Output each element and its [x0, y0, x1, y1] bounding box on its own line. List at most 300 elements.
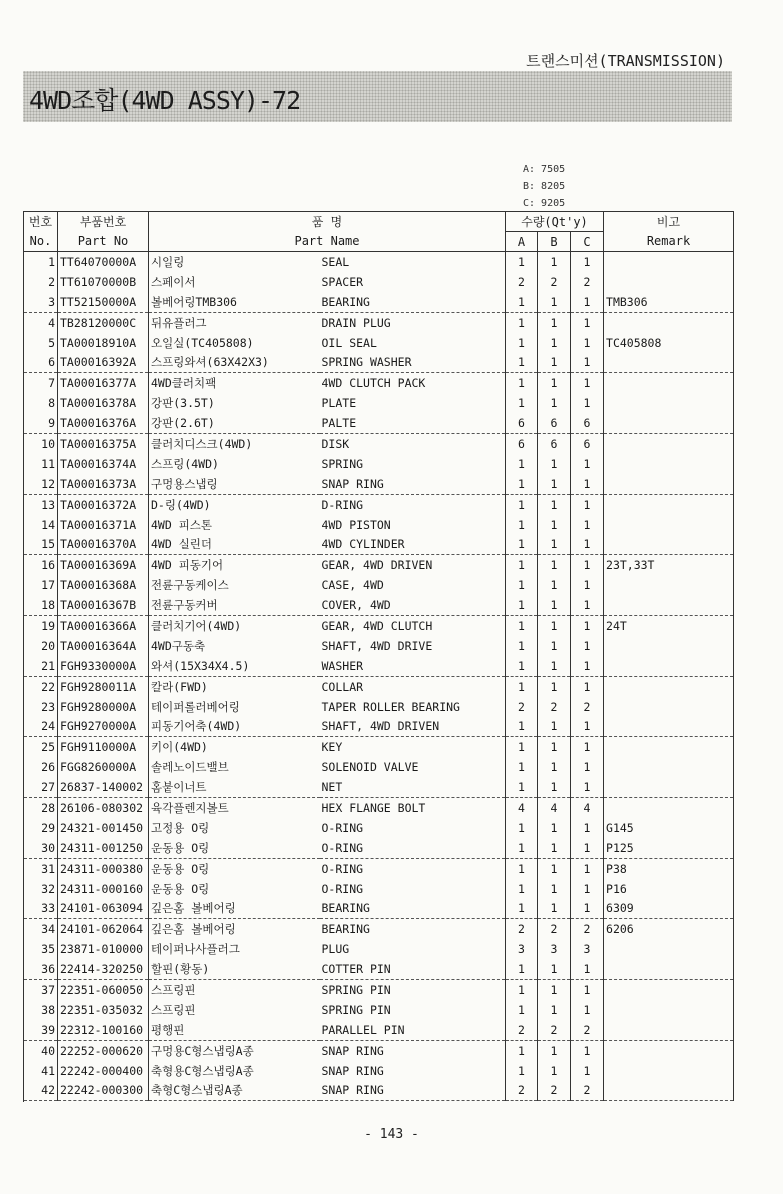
qty-a: 1: [506, 656, 538, 676]
qty-c: 1: [571, 818, 604, 838]
part-name-korean: 4WD구동축: [149, 636, 320, 656]
part-number: 24101-063094: [58, 899, 149, 919]
qty-c: 2: [571, 919, 604, 939]
remark: [604, 1000, 734, 1020]
row-number: 39: [24, 1020, 58, 1040]
qty-b: 1: [538, 474, 571, 494]
qty-c: 1: [571, 858, 604, 878]
part-name-english: SPRING: [320, 454, 506, 474]
part-name-korean: 운동용 O링: [149, 838, 320, 858]
part-name-english: SPRING PIN: [320, 980, 506, 1000]
row-number: 34: [24, 919, 58, 939]
qty-c: 2: [571, 697, 604, 717]
part-name-english: 4WD CYLINDER: [320, 534, 506, 554]
header-part-no-en: Part No: [58, 232, 149, 252]
part-number: TA00016367B: [58, 595, 149, 615]
part-number: TA00016372A: [58, 494, 149, 514]
row-number: 20: [24, 636, 58, 656]
qty-b: 1: [538, 676, 571, 696]
part-name-english: SEAL: [320, 252, 506, 272]
part-name-english: COVER, 4WD: [320, 595, 506, 615]
part-name-english: BEARING: [320, 292, 506, 312]
row-number: 31: [24, 858, 58, 878]
remark: [604, 697, 734, 717]
row-number: 24: [24, 716, 58, 736]
row-number: 15: [24, 534, 58, 554]
table-row: [24, 1020, 734, 1040]
part-name-english: O-RING: [320, 858, 506, 878]
table-row: [24, 858, 734, 878]
part-number: TA00016368A: [58, 575, 149, 595]
qty-b: 1: [538, 656, 571, 676]
part-name-korean: 시일링: [149, 252, 320, 272]
header-qty-a: A: [506, 232, 538, 252]
qty-c: 1: [571, 757, 604, 777]
part-name-korean: 깊은홈 볼베어링: [149, 899, 320, 919]
part-number: TB28120000C: [58, 312, 149, 332]
qty-c: 1: [571, 899, 604, 919]
remark: [604, 737, 734, 757]
part-number: TT52150000A: [58, 292, 149, 312]
table-row: [24, 252, 734, 272]
part-name-korean: 할핀(황동): [149, 959, 320, 979]
table-row: [24, 515, 734, 535]
part-number: 26837-140002: [58, 777, 149, 797]
part-name-english: SPRING WASHER: [320, 352, 506, 372]
qty-b: 1: [538, 1040, 571, 1060]
qty-a: 1: [506, 1040, 538, 1060]
part-name-korean: 운동용 O링: [149, 858, 320, 878]
table-row: [24, 494, 734, 514]
header-part-no-kr: 부품번호: [58, 212, 149, 232]
row-number: 35: [24, 939, 58, 959]
qty-c: 1: [571, 555, 604, 575]
qty-b: 4: [538, 798, 571, 818]
remark: [604, 413, 734, 433]
qty-b: 1: [538, 777, 571, 797]
part-number: TA00016376A: [58, 413, 149, 433]
qty-a: 6: [506, 413, 538, 433]
qty-b: 1: [538, 595, 571, 615]
qty-b: 1: [538, 716, 571, 736]
part-name-korean: 클러치디스크(4WD): [149, 434, 320, 454]
qty-c: 1: [571, 879, 604, 899]
part-name-english: TAPER ROLLER BEARING: [320, 697, 506, 717]
qty-b: 2: [538, 1081, 571, 1101]
table-row: [24, 777, 734, 797]
table-row: [24, 899, 734, 919]
part-name-korean: 깊은홈 볼베어링: [149, 919, 320, 939]
row-number: 29: [24, 818, 58, 838]
qty-c: 2: [571, 272, 604, 292]
table-row: [24, 838, 734, 858]
qty-a: 6: [506, 434, 538, 454]
qty-a: 1: [506, 616, 538, 636]
qty-a: 1: [506, 555, 538, 575]
header-no-kr: 번호: [24, 212, 58, 232]
remark: [604, 515, 734, 535]
row-number: 32: [24, 879, 58, 899]
part-number: TA00016369A: [58, 555, 149, 575]
part-name-korean: 전륜구동케이스: [149, 575, 320, 595]
qty-a: 1: [506, 333, 538, 353]
qty-b: 1: [538, 980, 571, 1000]
header-row-korean: [24, 212, 734, 232]
row-number: 27: [24, 777, 58, 797]
row-number: 14: [24, 515, 58, 535]
qty-c: 2: [571, 1081, 604, 1101]
part-number: 22242-000300: [58, 1081, 149, 1101]
table-row: [24, 352, 734, 372]
qty-a: 1: [506, 899, 538, 919]
table-row: [24, 454, 734, 474]
part-name-korean: 스프링핀: [149, 1000, 320, 1020]
qty-c: 1: [571, 676, 604, 696]
part-name-english: SNAP RING: [320, 1061, 506, 1081]
remark: [604, 1040, 734, 1060]
table-row: [24, 757, 734, 777]
part-number: TA00016374A: [58, 454, 149, 474]
model-legend-b: B: 8205: [523, 181, 566, 192]
part-number: TA00016373A: [58, 474, 149, 494]
remark: [604, 777, 734, 797]
part-number: 24311-001250: [58, 838, 149, 858]
part-number: FGH9270000A: [58, 716, 149, 736]
qty-a: 1: [506, 838, 538, 858]
part-name-korean: 테이퍼나사플러그: [149, 939, 320, 959]
row-number: 40: [24, 1040, 58, 1060]
qty-b: 1: [538, 838, 571, 858]
qty-a: 1: [506, 959, 538, 979]
part-name-english: KEY: [320, 737, 506, 757]
remark: [604, 252, 734, 272]
part-name-english: CASE, 4WD: [320, 575, 506, 595]
part-number: FGH9280011A: [58, 676, 149, 696]
remark: [604, 798, 734, 818]
part-name-english: DISK: [320, 434, 506, 454]
part-number: 24311-000160: [58, 879, 149, 899]
header-qty-c: C: [571, 232, 604, 252]
remark: [604, 959, 734, 979]
table-row: [24, 716, 734, 736]
remark: G145: [604, 818, 734, 838]
parts-table-body: [24, 252, 734, 1101]
qty-a: 1: [506, 757, 538, 777]
page-number: - 143 -: [364, 1127, 419, 1142]
part-number: TA00016364A: [58, 636, 149, 656]
row-number: 13: [24, 494, 58, 514]
qty-a: 1: [506, 373, 538, 393]
qty-a: 1: [506, 515, 538, 535]
part-number: 22414-320250: [58, 959, 149, 979]
row-number: 23: [24, 697, 58, 717]
remark: P38: [604, 858, 734, 878]
table-row: [24, 919, 734, 939]
qty-c: 1: [571, 252, 604, 272]
qty-b: 1: [538, 737, 571, 757]
qty-c: 1: [571, 777, 604, 797]
qty-c: 6: [571, 434, 604, 454]
header-qty-b: B: [538, 232, 571, 252]
remark: [604, 656, 734, 676]
part-name-english: D-RING: [320, 494, 506, 514]
row-number: 33: [24, 899, 58, 919]
row-number: 5: [24, 333, 58, 353]
qty-a: 1: [506, 393, 538, 413]
table-row: [24, 676, 734, 696]
qty-a: 2: [506, 919, 538, 939]
qty-c: 1: [571, 636, 604, 656]
part-name-english: COTTER PIN: [320, 959, 506, 979]
row-number: 42: [24, 1081, 58, 1101]
row-number: 37: [24, 980, 58, 1000]
part-name-korean: 스프링와셔(63X42X3): [149, 352, 320, 372]
part-name-korean: 뒤유플러그: [149, 312, 320, 332]
qty-b: 1: [538, 1000, 571, 1020]
section-title: 트랜스미션(TRANSMISSION): [526, 52, 725, 70]
header-remark-kr: 비고: [604, 212, 734, 232]
qty-a: 1: [506, 312, 538, 332]
part-number: FGH9330000A: [58, 656, 149, 676]
part-name-english: BEARING: [320, 899, 506, 919]
table-row: [24, 656, 734, 676]
qty-b: 1: [538, 393, 571, 413]
remark: 24T: [604, 616, 734, 636]
part-number: 22312-100160: [58, 1020, 149, 1040]
qty-b: 2: [538, 919, 571, 939]
remark: P16: [604, 879, 734, 899]
remark: [604, 272, 734, 292]
qty-a: 2: [506, 272, 538, 292]
qty-a: 1: [506, 716, 538, 736]
row-number: 16: [24, 555, 58, 575]
qty-c: 1: [571, 292, 604, 312]
table-row: [24, 818, 734, 838]
remark: [604, 757, 734, 777]
qty-a: 1: [506, 575, 538, 595]
row-number: 36: [24, 959, 58, 979]
header-name-en: Part Name: [149, 232, 506, 252]
remark: [604, 434, 734, 454]
qty-a: 1: [506, 676, 538, 696]
row-number: 11: [24, 454, 58, 474]
part-number: 26106-080302: [58, 798, 149, 818]
row-number: 8: [24, 393, 58, 413]
qty-b: 1: [538, 818, 571, 838]
qty-b: 1: [538, 515, 571, 535]
part-number: TT61070000B: [58, 272, 149, 292]
remark: [604, 595, 734, 615]
table-row: [24, 413, 734, 433]
qty-c: 1: [571, 616, 604, 636]
qty-a: 1: [506, 454, 538, 474]
part-number: FGG8260000A: [58, 757, 149, 777]
qty-b: 1: [538, 454, 571, 474]
part-name-english: SNAP RING: [320, 1081, 506, 1101]
part-name-korean: D-링(4WD): [149, 494, 320, 514]
part-name-english: SPACER: [320, 272, 506, 292]
row-number: 18: [24, 595, 58, 615]
remark: 23T,33T: [604, 555, 734, 575]
part-number: TA00016366A: [58, 616, 149, 636]
part-name-english: PARALLEL PIN: [320, 1020, 506, 1040]
qty-c: 1: [571, 312, 604, 332]
margin-rule: [23, 1090, 24, 1102]
qty-b: 2: [538, 697, 571, 717]
row-number: 22: [24, 676, 58, 696]
qty-c: 1: [571, 373, 604, 393]
remark: [604, 474, 734, 494]
remark: [604, 1081, 734, 1101]
qty-b: 1: [538, 1061, 571, 1081]
remark: [604, 676, 734, 696]
qty-c: 3: [571, 939, 604, 959]
part-name-korean: 4WD 피동기어: [149, 555, 320, 575]
part-name-korean: 칼라(FWD): [149, 676, 320, 696]
qty-b: 2: [538, 1020, 571, 1040]
part-name-english: SNAP RING: [320, 474, 506, 494]
table-row: [24, 474, 734, 494]
qty-c: 1: [571, 595, 604, 615]
part-number: 24311-000380: [58, 858, 149, 878]
qty-a: 1: [506, 534, 538, 554]
part-number: TA00016370A: [58, 534, 149, 554]
table-row: [24, 1000, 734, 1020]
part-name-korean: 운동용 O링: [149, 879, 320, 899]
qty-a: 1: [506, 1000, 538, 1020]
row-number: 26: [24, 757, 58, 777]
qty-b: 1: [538, 636, 571, 656]
remark: [604, 575, 734, 595]
qty-c: 1: [571, 959, 604, 979]
part-name-korean: 평행핀: [149, 1020, 320, 1040]
page-title: 4WD조합(4WD ASSY)-72: [29, 86, 301, 115]
part-number: 23871-010000: [58, 939, 149, 959]
part-name-english: COLLAR: [320, 676, 506, 696]
part-name-korean: 4WD 피스톤: [149, 515, 320, 535]
part-name-korean: 키이(4WD): [149, 737, 320, 757]
table-row: [24, 373, 734, 393]
qty-c: 1: [571, 980, 604, 1000]
part-number: TA00018910A: [58, 333, 149, 353]
part-name-english: 4WD PISTON: [320, 515, 506, 535]
qty-a: 1: [506, 636, 538, 656]
part-name-korean: 강판(3.5T): [149, 393, 320, 413]
table-row: [24, 312, 734, 332]
part-name-english: SHAFT, 4WD DRIVEN: [320, 716, 506, 736]
qty-c: 1: [571, 474, 604, 494]
qty-c: 1: [571, 716, 604, 736]
table-row: [24, 697, 734, 717]
qty-a: 2: [506, 697, 538, 717]
qty-a: 1: [506, 474, 538, 494]
table-row: [24, 434, 734, 454]
table-row: [24, 534, 734, 554]
qty-b: 6: [538, 413, 571, 433]
qty-b: 6: [538, 434, 571, 454]
part-name-korean: 스프링(4WD): [149, 454, 320, 474]
qty-b: 1: [538, 616, 571, 636]
part-number: TT64070000A: [58, 252, 149, 272]
qty-c: 1: [571, 352, 604, 372]
table-row: [24, 595, 734, 615]
qty-b: 1: [538, 575, 571, 595]
part-number: FGH9110000A: [58, 737, 149, 757]
table-row: [24, 636, 734, 656]
row-number: 19: [24, 616, 58, 636]
part-name-english: SHAFT, 4WD DRIVE: [320, 636, 506, 656]
part-name-english: 4WD CLUTCH PACK: [320, 373, 506, 393]
qty-a: 1: [506, 858, 538, 878]
qty-c: 1: [571, 333, 604, 353]
row-number: 6: [24, 352, 58, 372]
qty-c: 1: [571, 393, 604, 413]
part-number: 22351-035032: [58, 1000, 149, 1020]
part-name-korean: 홈붙이너트: [149, 777, 320, 797]
qty-b: 1: [538, 312, 571, 332]
row-number: 38: [24, 1000, 58, 1020]
qty-b: 1: [538, 333, 571, 353]
part-number: 22242-000400: [58, 1061, 149, 1081]
table-row: [24, 575, 734, 595]
qty-a: 2: [506, 1081, 538, 1101]
part-name-korean: 전륜구동커버: [149, 595, 320, 615]
part-number: FGH9280000A: [58, 697, 149, 717]
remark: [604, 636, 734, 656]
parts-table: [23, 211, 734, 1101]
part-name-korean: 4WD 실린더: [149, 534, 320, 554]
part-name-korean: 와셔(15X34X4.5): [149, 656, 320, 676]
qty-a: 1: [506, 980, 538, 1000]
qty-c: 6: [571, 413, 604, 433]
qty-b: 1: [538, 858, 571, 878]
part-name-korean: 고정용 O링: [149, 818, 320, 838]
table-row: [24, 333, 734, 353]
table-row: [24, 798, 734, 818]
part-name-korean: 스프링핀: [149, 980, 320, 1000]
qty-b: 1: [538, 879, 571, 899]
qty-a: 2: [506, 1020, 538, 1040]
remark: 6206: [604, 919, 734, 939]
qty-a: 3: [506, 939, 538, 959]
remark: [604, 939, 734, 959]
qty-a: 1: [506, 352, 538, 372]
row-number: 41: [24, 1061, 58, 1081]
row-number: 21: [24, 656, 58, 676]
qty-c: 1: [571, 656, 604, 676]
table-row: [24, 1081, 734, 1101]
part-name-english: SOLENOID VALVE: [320, 757, 506, 777]
qty-c: 1: [571, 454, 604, 474]
qty-c: 4: [571, 798, 604, 818]
part-name-english: O-RING: [320, 838, 506, 858]
table-row: [24, 272, 734, 292]
qty-b: 1: [538, 252, 571, 272]
row-number: 7: [24, 373, 58, 393]
header-remark-en: Remark: [604, 232, 734, 252]
part-name-english: O-RING: [320, 879, 506, 899]
remark: [604, 393, 734, 413]
part-name-korean: 피동기어축(4WD): [149, 716, 320, 736]
model-legend-c: C: 9205: [523, 198, 566, 209]
qty-a: 1: [506, 818, 538, 838]
qty-c: 1: [571, 1061, 604, 1081]
row-number: 12: [24, 474, 58, 494]
qty-a: 1: [506, 292, 538, 312]
row-number: 28: [24, 798, 58, 818]
qty-c: 2: [571, 1020, 604, 1040]
remark: TC405808: [604, 333, 734, 353]
